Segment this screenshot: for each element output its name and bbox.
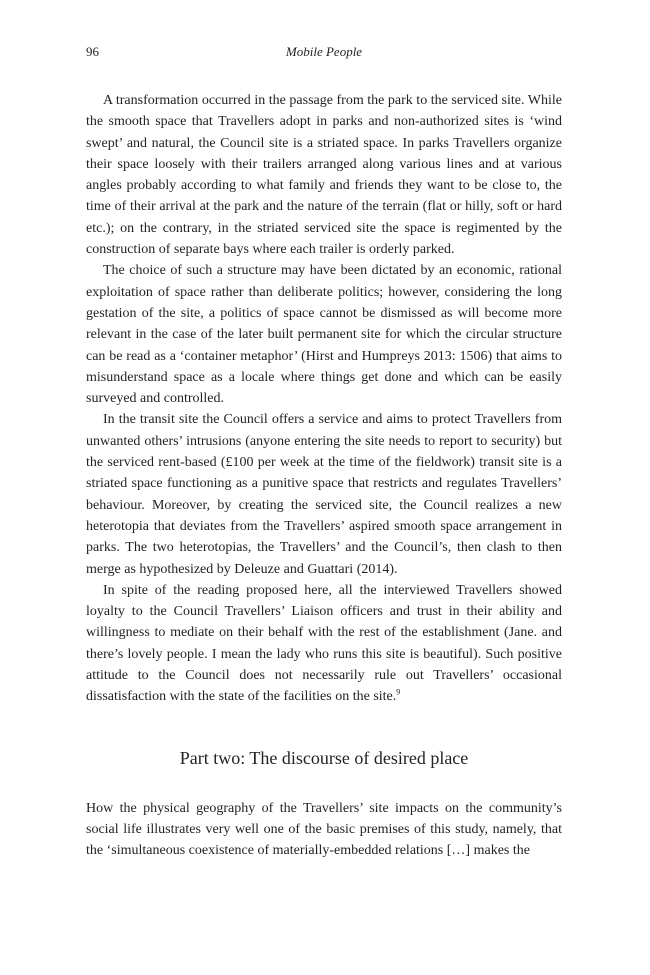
running-title: Mobile People — [285, 44, 363, 59]
paragraph-transformation — [86, 90, 562, 260]
footnote-reference[interactable]: 9 — [396, 687, 401, 697]
paragraph-transit-site — [86, 409, 562, 579]
page-number: 96 — [86, 44, 99, 59]
paragraph-text: The choice of such a structure may have been dictated by an economic, rational exploitation of space rather than deliberate politics; however, considering the long gestation of the site, a politics of space cannot be dismissed as will become more relevant in the case of the later built permanent site for which the circular structure can be read as a ‘container metaphor’ (Hirst and Humpreys 2013: 1506) that aims to misunderstand space as a locale where things get done and which can be easily surveyed and controlled. — [86, 263, 562, 407]
paragraph-section-opening — [86, 798, 562, 862]
book-page — [86, 44, 562, 862]
paragraph-loyalty — [86, 580, 562, 708]
paragraph-text: In spite of the reading proposed here, all the interviewed Travellers showed loyalty to the Council Travellers’ Liaison officers and trust in their ability and willingness to mediate on their behalf with the rest of the establishment (Jane. and there’s lovely people. I mean the lady who runs this site is beautiful). Such positive attitude to the Council does not necessarily rule out Travellers’ occasional dissatisfaction with the state of the facilities on the site. — [86, 582, 562, 705]
paragraph-text: In the transit site the Council offers a service and aims to protect Travellers from unwanted others’ intrusions (anyone entering the site needs to report to security) but the serviced rent-based (£100 per week at the time of the fieldwork) transit site is a striated space functioning as a punitive space that restricts and regulates Travellers’ behaviour. Moreover, by creating the serviced site, the Council realizes a new heterotopia that deviates from the Travellers’ aspired smooth space arrangement in parks. The two heterotopias, the Travellers’ and the Council’s, then clash to then merge as hypothesized by Deleuze and Guattari (2014). — [86, 412, 562, 577]
section-heading: Part two: The discourse of desired place — [179, 747, 469, 768]
running-head — [86, 44, 562, 68]
paragraph-structure-choice — [86, 260, 562, 409]
body-text — [86, 90, 562, 862]
paragraph-text: How the physical geography of the Travellers’ site impacts on the community’s social life illustrates very well one of the basic premises of this study, namely, that the ‘simultaneous coexistence of materially-embedded relations […] makes the — [86, 800, 562, 859]
paragraph-text: A transformation occurred in the passage from the park to the serviced site. While the smooth space that Travellers adopt in parks and non-authorized sites is ‘wind swept’ and natural, the Council site is a striated space. In parks Travellers organize their space loosely with their trailers arranged along various lines and at various angles probably according to what family and friends they want to be close to, the time of their arrival at the park and the nature of the terrain (flat or hilly, soft or hard etc.); on the contrary, in the striated serviced site the space is regimented by the construction of separate bays where each trailer is orderly parked. — [86, 93, 562, 258]
